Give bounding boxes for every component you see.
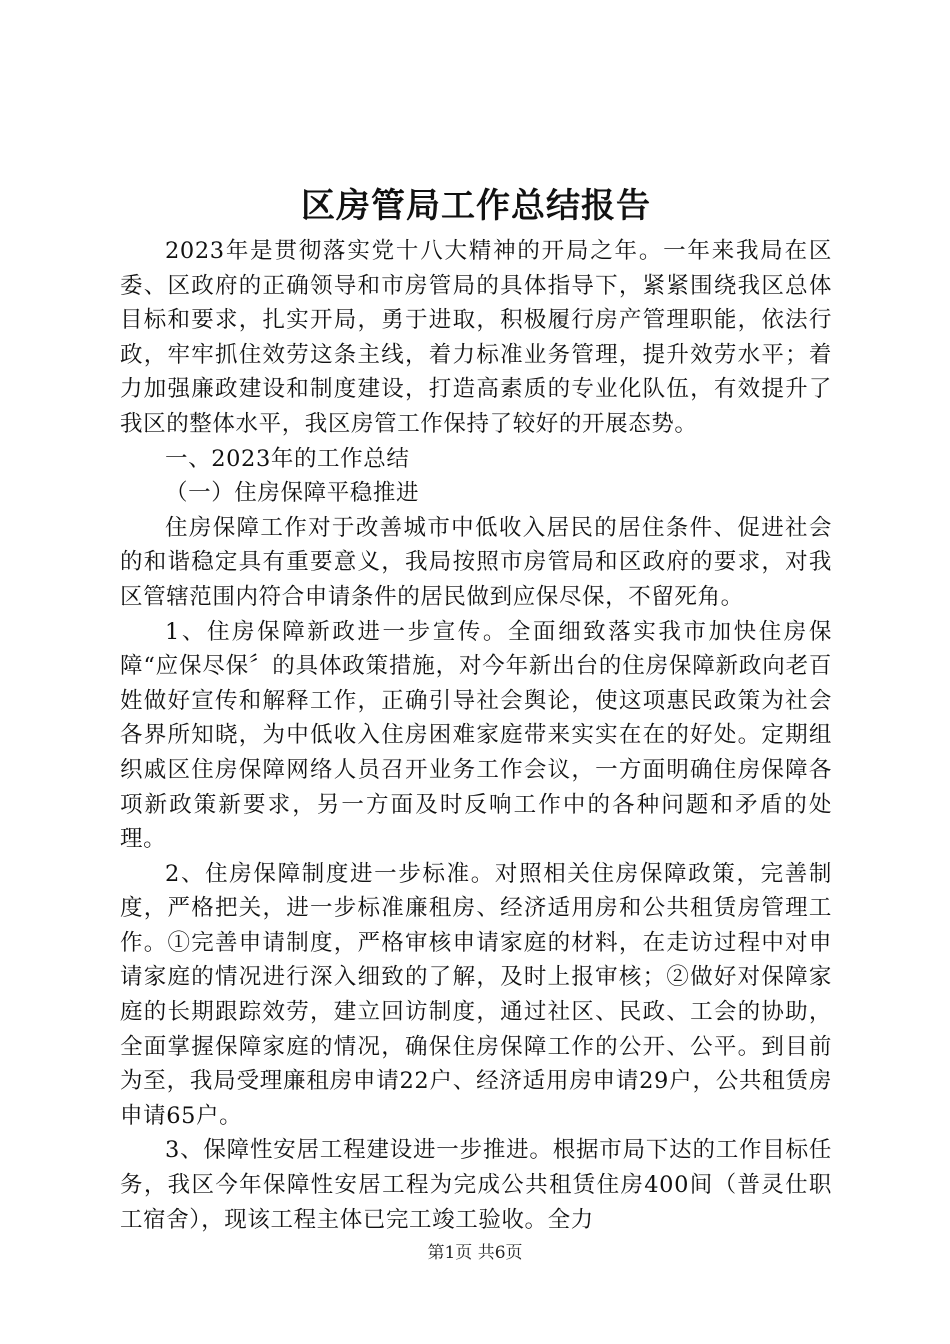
item-1-paragraph: 1、住房保障新政进一步宣传。全面细致落实我市加快住房保障“应保尽保〞的具体政策措施，对今年新出台的住房保障新政向老百姓做好宣传和解释工作，正确引导社会舆论，使这项惠民政策为社会各界所知晓，为中低收入住房困难家庭带来实实在在的好处。定期组织戚区住房保障网络人员召开业务工作会议，一方面明确住房保障各项新政策新要求，另一方面及时反响工作中的各种问题和矛盾的处理。: [120, 618, 832, 853]
page-number-footer: 第1页 共6页: [427, 1243, 523, 1263]
document-title: 区房管局工作总结报告: [301, 186, 651, 226]
item-3-paragraph: 3、保障性安居工程建设进一步推进。根据市局下达的工作目标任务，我区今年保障性安居工程为完成公共租赁住房400间（普灵仕职工宿舍），现该工程主体已完工竣工验收。全力: [120, 1137, 832, 1233]
subsection-intro-paragraph: 住房保障工作对于改善城市中低收入居民的居住条件、促进社会的和谐稳定具有重要意义，我局按照市房管局和区政府的要求，对我区管辖范围内符合申请条件的居民做到应保尽保，不留死角。: [120, 514, 832, 610]
subsection-heading: （一）住房保障平稳推进: [165, 480, 420, 507]
item-2-paragraph: 2、住房保障制度进一步标准。对照相关住房保障政策，完善制度，严格把关，进一步标准廉租房、经济适用房和公共租赁房管理工作。①完善申请制度，严格审核申请家庭的材料，在走访过程中对申请家庭的情况进行深入细致的了解，及时上报审核；②做好对保障家庭的长期跟踪效劳，建立回访制度，通过社区、民政、工会的协助，全面掌握保障家庭的情况，确保住房保障工作的公开、公平。到目前为至，我局受理廉租房申请22户、经济适用房申请29户，公共租赁房申请65户。: [120, 860, 832, 1129]
document-page: [120, 180, 832, 1237]
intro-paragraph: 2023年是贯彻落实党十八大精神的开局之年。一年来我局在区委、区政府的正确领导和市房管局的具体指导下，紧紧围绕我区总体目标和要求，扎实开局，勇于进取，积极履行房产管理职能，依法行政，牢牢抓住效劳这条主线，着力标准业务管理，提升效劳水平；着力加强廉政建设和制度建设，打造高素质的专业化队伍，有效提升了我区的整体水平，我区房管工作保持了较好的开展态势。: [120, 238, 832, 437]
section-heading: 一、2023年的工作总结: [165, 445, 410, 472]
